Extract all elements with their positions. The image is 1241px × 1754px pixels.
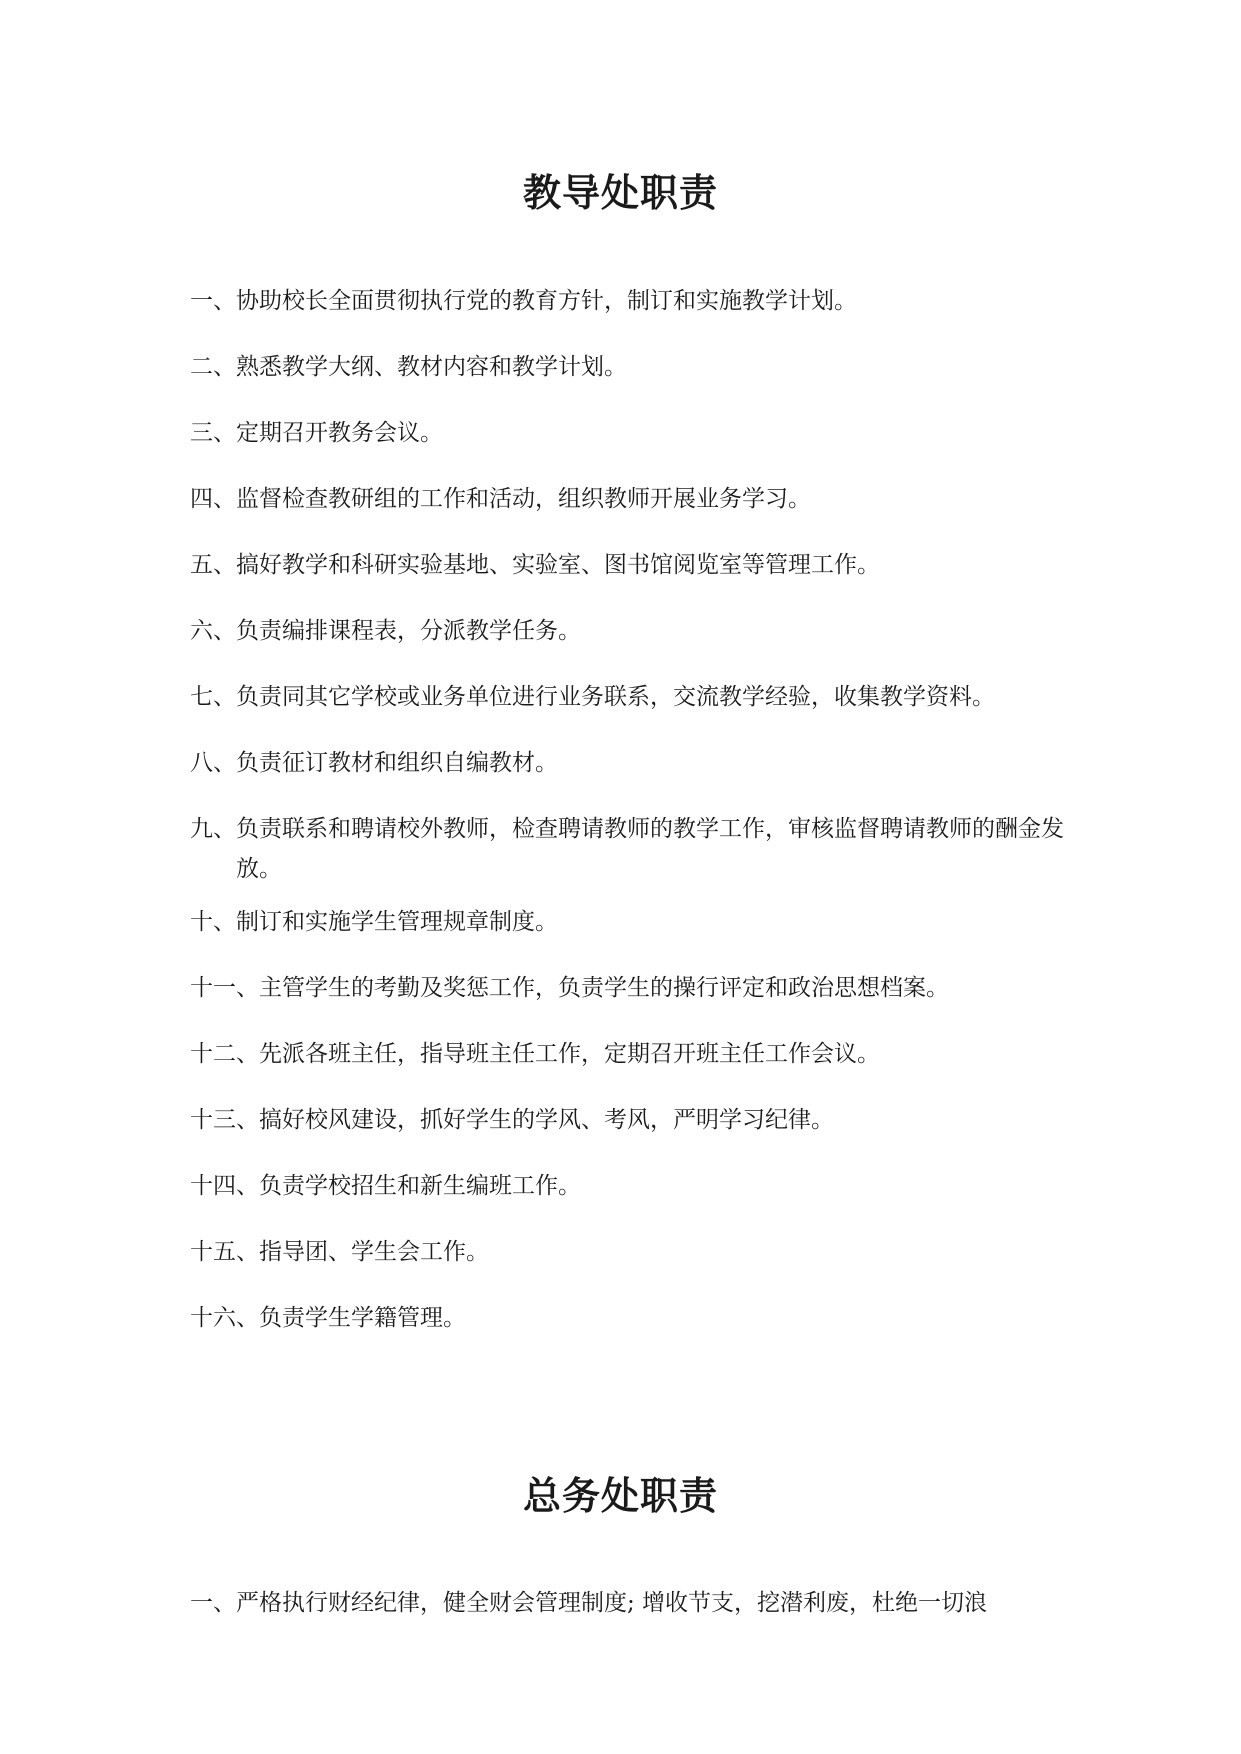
section-title-general-affairs-office: 总务处职责 — [522, 1474, 718, 1518]
list-item — [190, 1153, 1070, 1219]
list-item — [190, 466, 1070, 532]
list-item — [190, 1021, 1070, 1087]
item-number: 九、 — [190, 816, 236, 842]
item-text: 搞好校风建设，抓好学生的学风、考风，严明学习纪律。 — [259, 1107, 834, 1133]
list-item — [190, 268, 1070, 334]
item-text: 监督检查教研组的工作和活动，组织教师开展业务学习。 — [236, 486, 811, 512]
item-number: 一、 — [190, 288, 236, 314]
item-number: 十四、 — [190, 1173, 259, 1199]
item-number: 十一、 — [190, 975, 259, 1001]
item-number: 八、 — [190, 750, 236, 776]
item-number: 一、 — [190, 1590, 236, 1616]
item-number: 五、 — [190, 552, 236, 578]
item-text: 负责联系和聘请校外教师，检查聘请教师的教学工作，审核监督聘请教师的酬金发放。 — [236, 816, 1064, 882]
list-item — [190, 1087, 1070, 1153]
list-item — [190, 664, 1070, 730]
item-text: 搞好教学和科研实验基地、实验室、图书馆阅览室等管理工作。 — [236, 552, 880, 578]
item-number: 四、 — [190, 486, 236, 512]
item-number: 二、 — [190, 354, 236, 380]
list-item — [190, 532, 1070, 598]
item-number: 十五、 — [190, 1239, 259, 1265]
list-item — [190, 1219, 1070, 1285]
item-text: 负责学校招生和新生编班工作。 — [259, 1173, 581, 1199]
item-text: 主管学生的考勤及奖惩工作，负责学生的操行评定和政治思想档案。 — [259, 975, 949, 1001]
item-text: 指导团、学生会工作。 — [259, 1239, 489, 1265]
item-text: 熟悉教学大纲、教材内容和教学计划。 — [236, 354, 627, 380]
item-number: 三、 — [190, 420, 236, 446]
item-number: 六、 — [190, 618, 236, 644]
list-item — [190, 598, 1070, 664]
item-text: 协助校长全面贯彻执行党的教育方针，制订和实施教学计划。 — [236, 288, 857, 314]
list-item — [190, 889, 1070, 955]
list-item — [190, 730, 1070, 796]
teaching-office-duties-list — [190, 268, 1070, 1351]
list-item — [190, 955, 1070, 1021]
item-number: 七、 — [190, 684, 236, 710]
list-item — [190, 1285, 1070, 1351]
item-number: 十二、 — [190, 1041, 259, 1067]
item-text: 先派各班主任，指导班主任工作，定期召开班主任工作会议。 — [259, 1041, 880, 1067]
item-text: 制订和实施学生管理规章制度。 — [236, 909, 558, 935]
item-number: 十、 — [190, 909, 236, 935]
item-text: 负责编排课程表，分派教学任务。 — [236, 618, 581, 644]
list-item — [190, 334, 1070, 400]
item-number: 十六、 — [190, 1305, 259, 1331]
item-text: 定期召开教务会议。 — [236, 420, 443, 446]
list-item — [190, 1570, 1070, 1636]
section-title-teaching-office: 教导处职责 — [522, 171, 718, 215]
item-text: 负责同其它学校或业务单位进行业务联系，交流教学经验，收集教学资料。 — [236, 684, 995, 710]
item-text: 严格执行财经纪律，健全财会管理制度; 增收节支，挖潜利废，杜绝一切浪 — [236, 1590, 988, 1616]
item-text: 负责征订教材和组织自编教材。 — [236, 750, 558, 776]
general-affairs-duties-list — [190, 1570, 1070, 1636]
item-number: 十三、 — [190, 1107, 259, 1133]
list-item — [190, 796, 1070, 889]
list-item — [190, 400, 1070, 466]
item-text: 负责学生学籍管理。 — [259, 1305, 466, 1331]
